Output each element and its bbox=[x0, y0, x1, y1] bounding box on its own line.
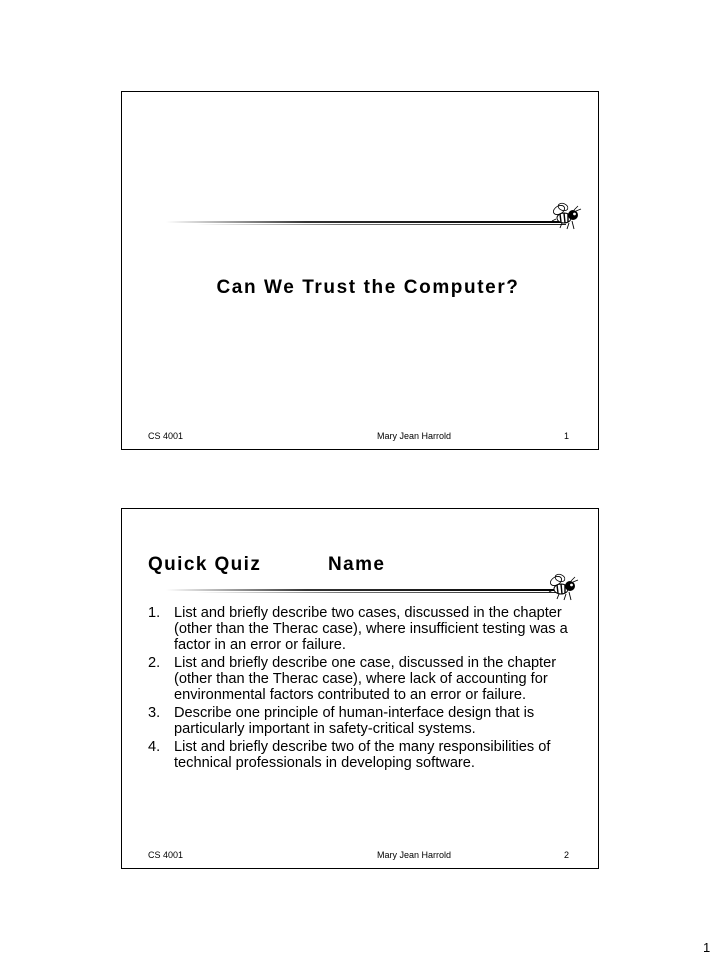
page-number: 1 bbox=[703, 940, 711, 955]
item-number: 3. bbox=[148, 705, 161, 721]
item-text: List and briefly describe two of the many responsibilities of technical professionals in developing software. bbox=[174, 739, 551, 771]
author-name: Mary Jean Harrold bbox=[377, 431, 452, 441]
title-rule bbox=[166, 221, 566, 225]
list-item bbox=[148, 739, 588, 771]
slide-number: 1 bbox=[564, 431, 570, 441]
list-item bbox=[148, 605, 588, 653]
bee-mascot-icon bbox=[547, 572, 581, 606]
name-label: Name bbox=[328, 554, 386, 575]
slide-title bbox=[148, 554, 386, 576]
course-code: CS 4001 bbox=[148, 850, 184, 860]
course-code: CS 4001 bbox=[148, 431, 184, 441]
slide-1 bbox=[121, 91, 599, 450]
quiz-title: Quick Quiz bbox=[148, 554, 262, 575]
bee-mascot-icon bbox=[550, 201, 584, 235]
list-item bbox=[148, 705, 588, 737]
title-rule bbox=[166, 589, 566, 593]
item-text: List and briefly describe two cases, discussed in the chapter (other than the Therac case), where insufficient testing was a factor in an error or failure. bbox=[174, 605, 568, 653]
slide-number: 2 bbox=[564, 850, 570, 860]
item-text: Describe one principle of human-interface design that is particularly important in safety-critical systems. bbox=[174, 705, 535, 737]
quiz-list bbox=[148, 605, 588, 773]
slide-2 bbox=[121, 508, 599, 869]
list-item bbox=[148, 655, 588, 703]
item-number: 4. bbox=[148, 739, 161, 755]
slide-title: Can We Trust the Computer? bbox=[216, 277, 520, 298]
author-name: Mary Jean Harrold bbox=[377, 850, 452, 860]
item-number: 1. bbox=[148, 605, 161, 621]
item-number: 2. bbox=[148, 655, 161, 671]
item-text: List and briefly describe one case, discussed in the chapter (other than the Therac case), where lack of accounting for environmental factors contributed to an error or failure. bbox=[174, 655, 557, 703]
